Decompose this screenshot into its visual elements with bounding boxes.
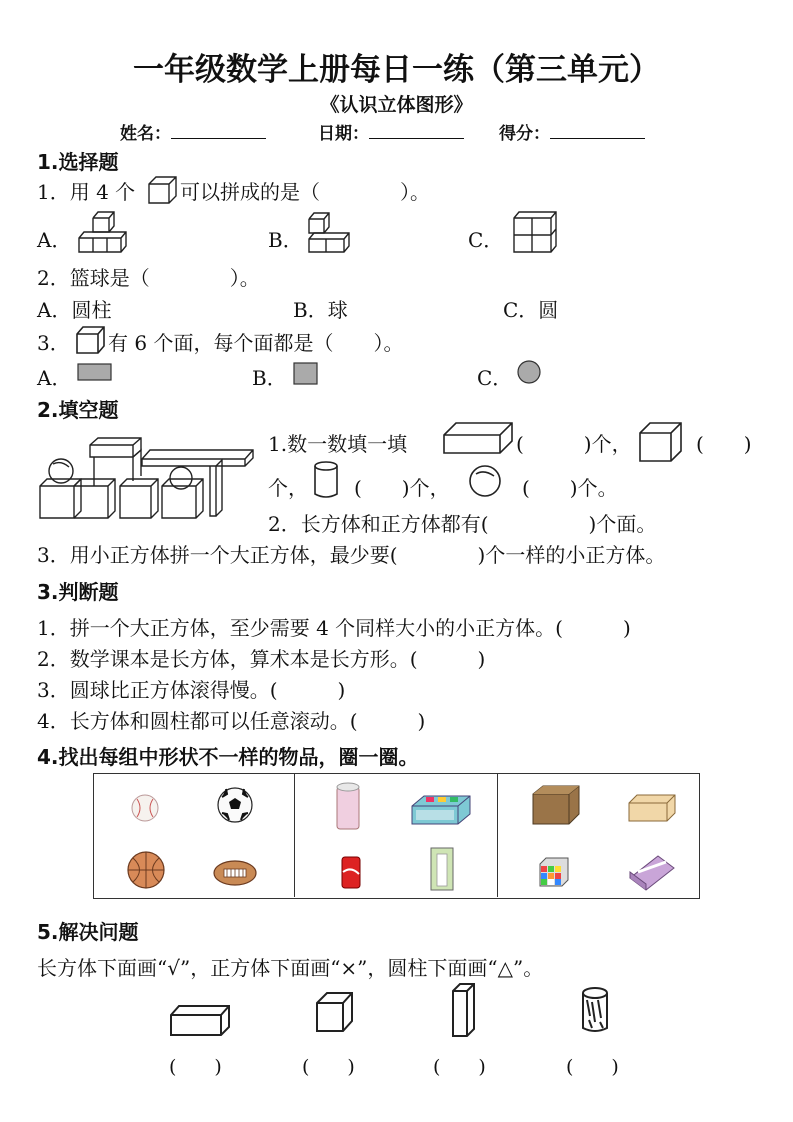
cuboid-icon (442, 421, 514, 455)
date-field[interactable] (318, 119, 464, 144)
cube-sketch-icon (315, 991, 355, 1035)
option-a-cubes-icon (78, 208, 130, 254)
answer-slot-4[interactable]: ( ) (566, 1056, 619, 1078)
basketball-icon[interactable] (126, 850, 166, 890)
s2-q1-p5[interactable]: ( )个。 (522, 476, 618, 500)
answer-slot-1[interactable]: ( ) (169, 1056, 222, 1078)
name-field[interactable] (120, 119, 266, 144)
s3-item-4: 4．长方体和圆柱都可以任意滚动。( ) (37, 709, 426, 733)
s2-q1-pre: 1.数一数填一填 (268, 432, 408, 456)
soda-can-icon[interactable] (340, 854, 362, 890)
pink-can-icon[interactable] (335, 781, 361, 831)
s1-q1-opt-a[interactable]: A． (37, 228, 72, 252)
s1-q2-opt-a[interactable]: A．圆柱 (37, 298, 112, 322)
tall-cuboid-sketch-icon (450, 981, 478, 1039)
small-cube-icon (148, 176, 178, 204)
square-shape-icon (293, 362, 319, 386)
name-blank[interactable] (171, 122, 266, 139)
date-label: 日期： (318, 124, 369, 144)
s3-item-3: 3．圆球比正方体滚得慢。( ) (37, 678, 346, 702)
objects-table (93, 773, 700, 899)
s1-q1-opt-b[interactable]: B． (268, 228, 303, 252)
cube-icon (76, 326, 106, 354)
section5-heading: 5.解决问题 (37, 920, 139, 944)
s1-q1-post: 可以拼成的是（ ）。 (180, 180, 430, 204)
s1-q3-opt-a[interactable]: A． (37, 366, 72, 390)
s1-q3-opt-b[interactable]: B． (252, 366, 287, 390)
s1-q2: 2．篮球是（ ）。 (37, 266, 260, 290)
tube-box-icon[interactable] (429, 846, 455, 892)
s1-q3-opt-c[interactable]: C． (477, 366, 513, 390)
s2-q1-p1[interactable]: ( )个， (516, 432, 632, 456)
circle-shape-icon (516, 360, 542, 386)
s3-item-1: 1．拼一个大正方体，至少需要 4 个同样大小的小正方体。( ) (37, 616, 631, 640)
option-c-cubes-icon (512, 210, 560, 254)
s1-q2-opt-b[interactable]: B．球 (293, 298, 348, 322)
s1-q1-opt-c[interactable]: C． (468, 228, 504, 252)
s3-item-2: 2．数学课本是长方体，算术本是长方形。( ) (37, 647, 486, 671)
s5-instruction: 长方体下面画“√”，正方体下面画“×”，圆柱下面画“△”。 (37, 956, 544, 980)
cylinder-icon (313, 460, 339, 500)
answer-slot-2[interactable]: ( ) (302, 1056, 355, 1078)
block-structure-figure (38, 436, 260, 520)
group-1-cell (94, 774, 295, 897)
page-subtitle: 《认识立体图形》 (320, 94, 473, 116)
score-blank[interactable] (550, 122, 645, 139)
gift-box-icon[interactable] (628, 854, 676, 892)
s2-q1-p3: 个， (268, 476, 308, 500)
rectangle-shape-icon (77, 363, 113, 381)
shoe-box-icon[interactable] (627, 793, 677, 823)
group-2-cell (294, 774, 498, 897)
page-title: 一年级数学上册每日一练（第三单元） (133, 52, 660, 88)
s2-q1-p4[interactable]: ( )个， (354, 476, 450, 500)
section4-heading: 4.找出每组中形状不一样的物品，圈一圈。 (37, 745, 419, 769)
date-blank[interactable] (369, 122, 464, 139)
section2-heading: 2.填空题 (37, 398, 119, 422)
brown-box-icon[interactable] (531, 784, 581, 826)
s2-q2: 2．长方体和正方体都有( )个面。 (268, 512, 657, 536)
s1-q2-opt-c[interactable]: C．圆 (503, 298, 559, 322)
s2-q3: 3．用小正方体拼一个大正方体，最少要( )个一样的小正方体。 (37, 543, 666, 567)
baseball-icon[interactable] (130, 793, 160, 823)
cuboid-sketch-icon (169, 1003, 233, 1037)
section1-heading: 1.选择题 (37, 150, 119, 174)
s2-q1-p2[interactable]: ( ) (696, 432, 752, 456)
name-label: 姓名： (120, 124, 171, 144)
option-b-cubes-icon (305, 211, 353, 253)
section3-heading: 3.判断题 (37, 580, 119, 604)
box-icon[interactable] (410, 794, 472, 826)
score-field[interactable] (499, 119, 645, 144)
score-label: 得分： (499, 124, 550, 144)
rugby-ball-icon[interactable] (212, 859, 258, 887)
rubiks-cube-icon[interactable] (538, 856, 570, 888)
answer-slot-3[interactable]: ( ) (433, 1056, 486, 1078)
cube-large-icon (638, 421, 684, 463)
soccer-ball-icon[interactable] (216, 786, 254, 824)
s1-q1-pre: 1．用 4 个 (37, 180, 136, 204)
cylinder-sketch-icon (580, 986, 610, 1036)
s1-q3-pre: 3． (37, 331, 70, 355)
s1-q3-post: 有 6 个面，每个面都是（ ）。 (108, 331, 404, 355)
sphere-icon (468, 464, 504, 500)
